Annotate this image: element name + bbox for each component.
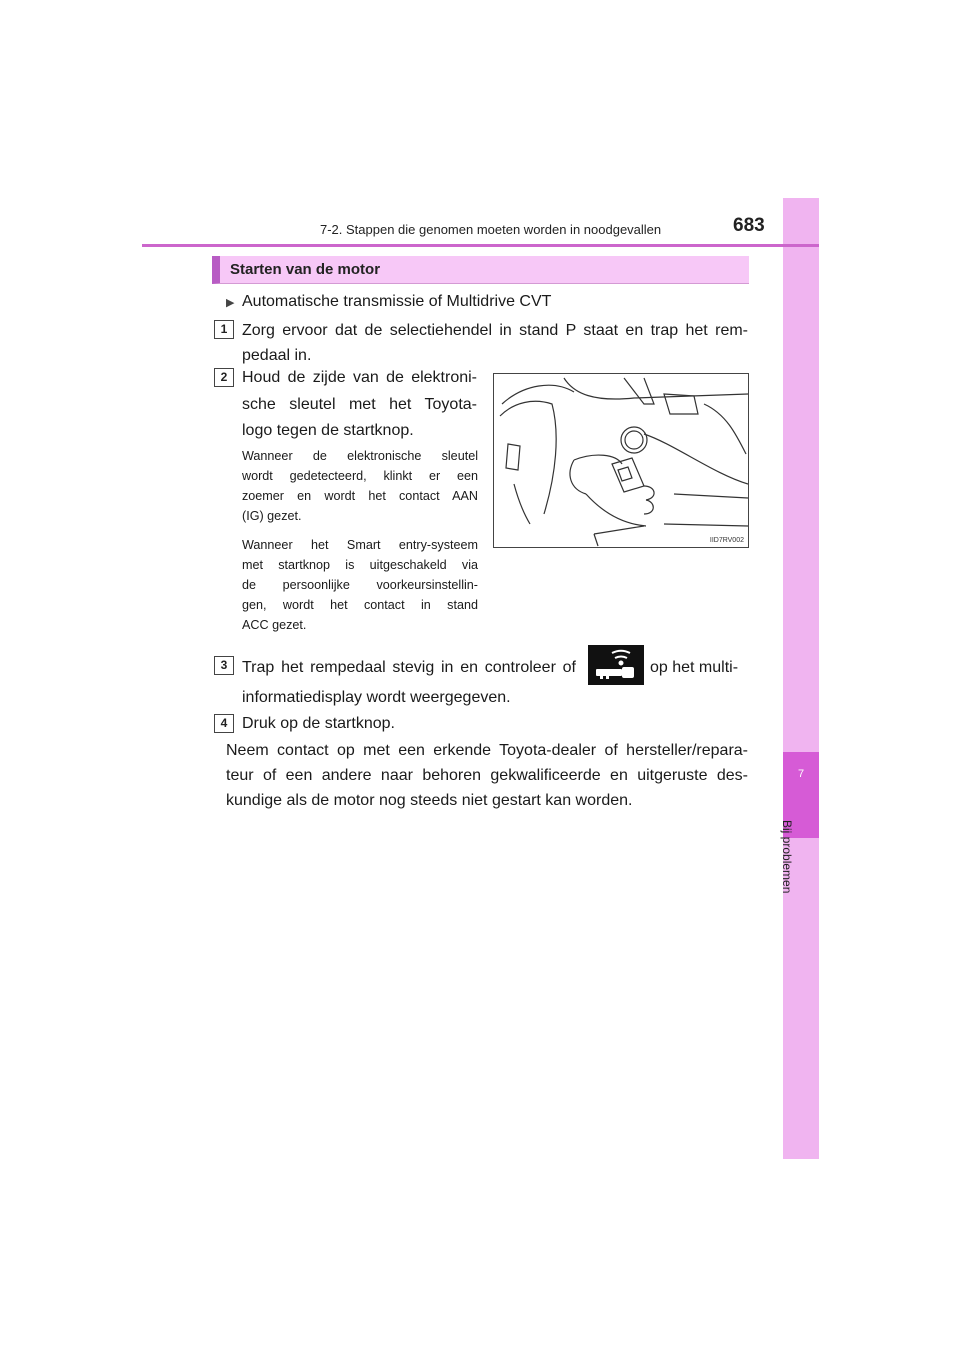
closing-line-3: kundige als de motor nog steeds niet gestart kan worden.: [226, 792, 633, 809]
note-2-line-1: Wanneer het Smart entry-systeem: [242, 538, 478, 552]
note-1-line-3: zoemer en wordt het contact AAN: [242, 489, 478, 503]
step-2-line-1: Houd de zijde van de elektroni-: [242, 369, 477, 386]
step-3-badge: 3: [214, 656, 234, 675]
section-heading-text: Starten van de motor: [230, 261, 381, 278]
closing-line-1: Neem contact op met een erkende Toyota-dealer of hersteller/repara-: [226, 742, 748, 759]
illustration-drawing: [494, 374, 748, 547]
key-not-detected-display-icon: [588, 645, 644, 685]
note-2-line-5: ACC gezet.: [242, 618, 307, 632]
subheading: Automatische transmissie of Multidrive CVT: [242, 293, 552, 310]
step-2-badge: 2: [214, 368, 234, 387]
step-3-line-1: Trap het rempedaal stevig in en controleer of: [242, 659, 576, 676]
page-number: 683: [733, 215, 765, 236]
closing-line-2: teur of een andere naar behoren gekwalificeerde en uitgeruste des-: [226, 767, 748, 784]
step-1-line-1: Zorg ervoor dat de selectiehendel in stand P staat en trap het rem-: [242, 322, 748, 339]
step-3-line-3: informatiedisplay wordt weergegeven.: [242, 689, 511, 706]
step-2-line-2: sche sleutel met het Toyota-: [242, 396, 477, 413]
note-2-line-2: met startknop is uitgeschakeld via: [242, 558, 478, 572]
step-1-badge: 1: [214, 320, 234, 339]
side-tab-bar: [783, 198, 819, 1159]
note-1-line-1: Wanneer de elektronische sleutel: [242, 449, 478, 463]
section-heading: [212, 256, 749, 284]
figure-code: IID7RV002: [709, 537, 744, 544]
step-4-line-1: Druk op de startknop.: [242, 715, 395, 732]
chapter-label: Bij problemen: [780, 820, 794, 894]
step-4-badge: 4: [214, 714, 234, 733]
section-title: 7-2. Stappen die genomen moeten worden in noodgevallen: [320, 222, 662, 237]
key-wave-icon: [588, 645, 644, 685]
note-2-line-3: de persoonlijke voorkeursinstellin-: [242, 578, 478, 592]
chapter-number: 7: [797, 768, 805, 780]
step-2-line-3: logo tegen de startknop.: [242, 422, 414, 439]
illustration-start-button: [493, 373, 749, 548]
triangle-bullet-icon: ▶: [226, 297, 235, 309]
note-1-line-4: (IG) gezet.: [242, 509, 302, 523]
header-rule: [142, 244, 819, 247]
step-3-line-2: op het multi-: [650, 659, 739, 676]
note-2-line-4: gen, wordt het contact in stand: [242, 598, 478, 612]
note-1-line-2: wordt gedetecteerd, klinkt er een: [242, 469, 478, 483]
step-1-line-2: pedaal in.: [242, 347, 312, 364]
